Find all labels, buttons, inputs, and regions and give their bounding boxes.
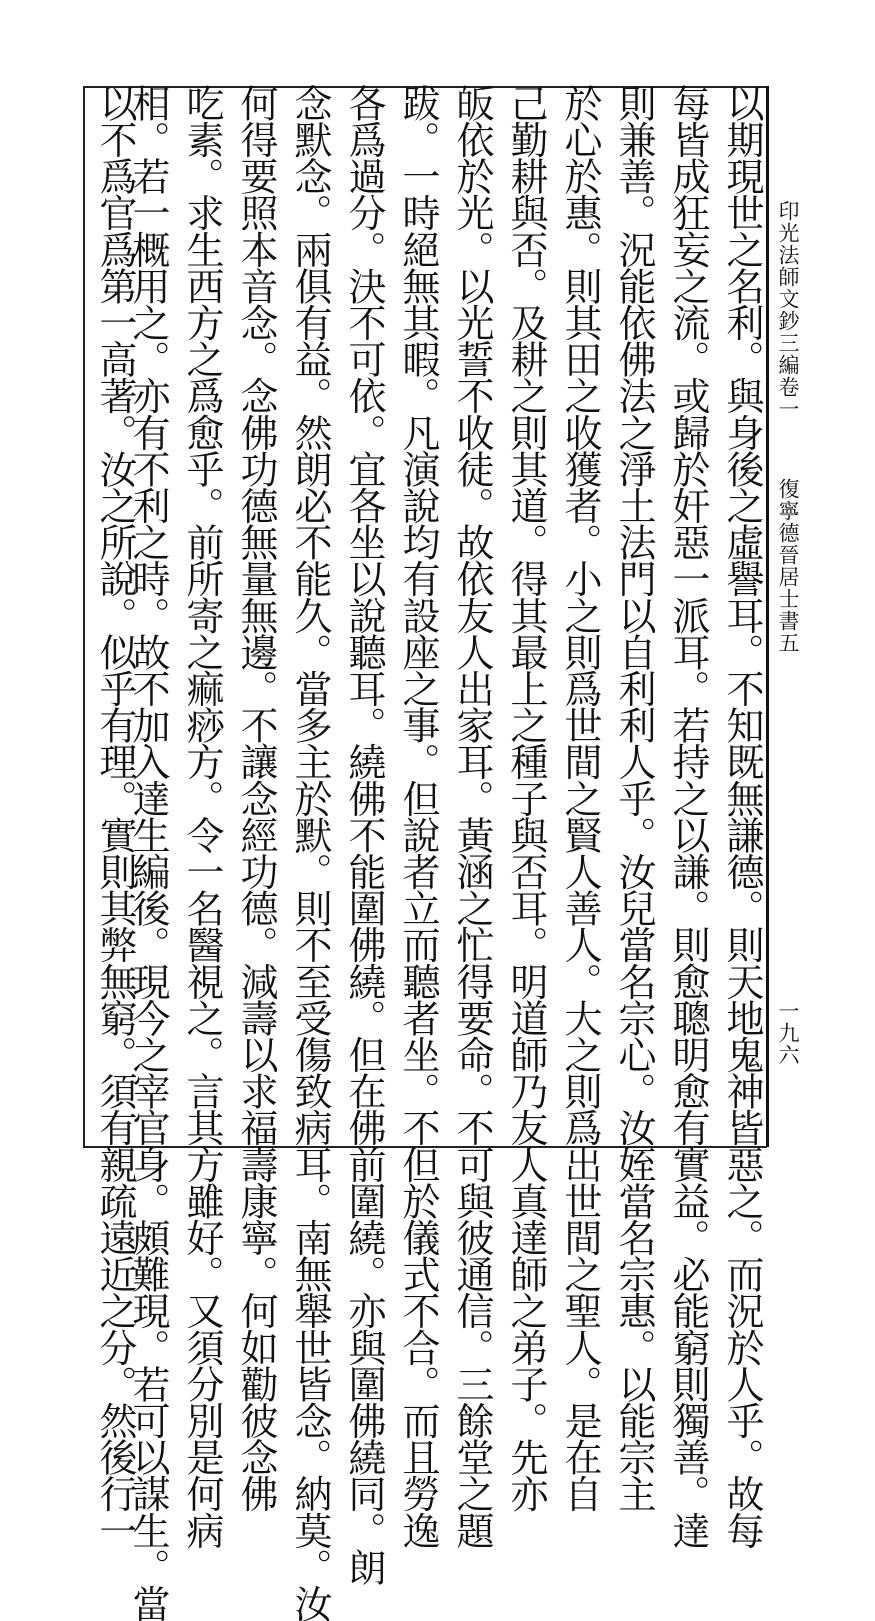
text-column-11: 吃素。求生西方之爲愈乎。前所寄之痲痧方。令一名醫視之。言其方雖好。又須分別是何病 (180, 84, 224, 1549)
text-column-12: 相。若一概用之。亦有不利之時。故不加入達生編後。現今之宰官身。頗難現。若可以謀生。當 (126, 84, 170, 1621)
letter-title: 復寧德晉居士書五 (776, 478, 800, 654)
text-column-8: 各爲過分。決不可依。宜各坐以說聽耳。繞佛不能圍佛繞。但在佛前圍繞。亦與圍佛繞同。朗 (342, 84, 386, 1585)
text-column-13: 以不爲官爲第一高著。汝之所說。似乎有理。實則其弊無窮。須有親疏遠近之分。然後行一 (93, 84, 137, 1549)
text-column-1: 以期現世之名利。與身後之虛譽耳。不知既無謙德。則天地鬼神皆惡之。而況於人乎。故每 (720, 84, 764, 1549)
book-title: 印光法師文鈔三編卷一 (776, 200, 800, 420)
text-column-6: 皈依於光。以光誓不收徒。故依友人出家耳。黃涵之忙得要命。不可與彼通信。三餘堂之題 (450, 84, 494, 1549)
text-column-9: 念默念。兩俱有益。然朗必不能久。當多主於默。則不至受傷致病耳。南無舉世皆念。納莫。汝 (288, 84, 332, 1621)
page-number: 一九六 (776, 1000, 800, 1066)
text-column-3: 則兼善。況能依佛法之淨土法門以自利利人乎。汝兒當名宗心。汝姪當名宗惠。以能宗主 (612, 84, 656, 1512)
text-column-4: 於心於惠。則其田之收獲者。小之則爲世間之賢人善人。大之則爲出世間之聖人。是在自 (558, 84, 602, 1512)
text-column-7: 跋。一時絕無其暇。凡演說均有設座之事。但說者立而聽者坐。不但於儀式不合。而且勞逸 (396, 84, 440, 1549)
text-column-2: 每皆成狂妄之流。或歸於奸惡一派耳。若持之以謙。則愈聰明愈有實益。必能窮則獨善。達 (666, 84, 710, 1549)
text-column-10: 何得要照本音念。念佛功德無量無邊。不讓念經功德。減壽以求福壽康寧。何如勸彼念佛 (234, 84, 278, 1512)
text-column-5: 己勤耕與否。及耕之則其道。得其最上之種子與否耳。明道師乃友人真達師之弟子。先亦 (504, 84, 548, 1512)
